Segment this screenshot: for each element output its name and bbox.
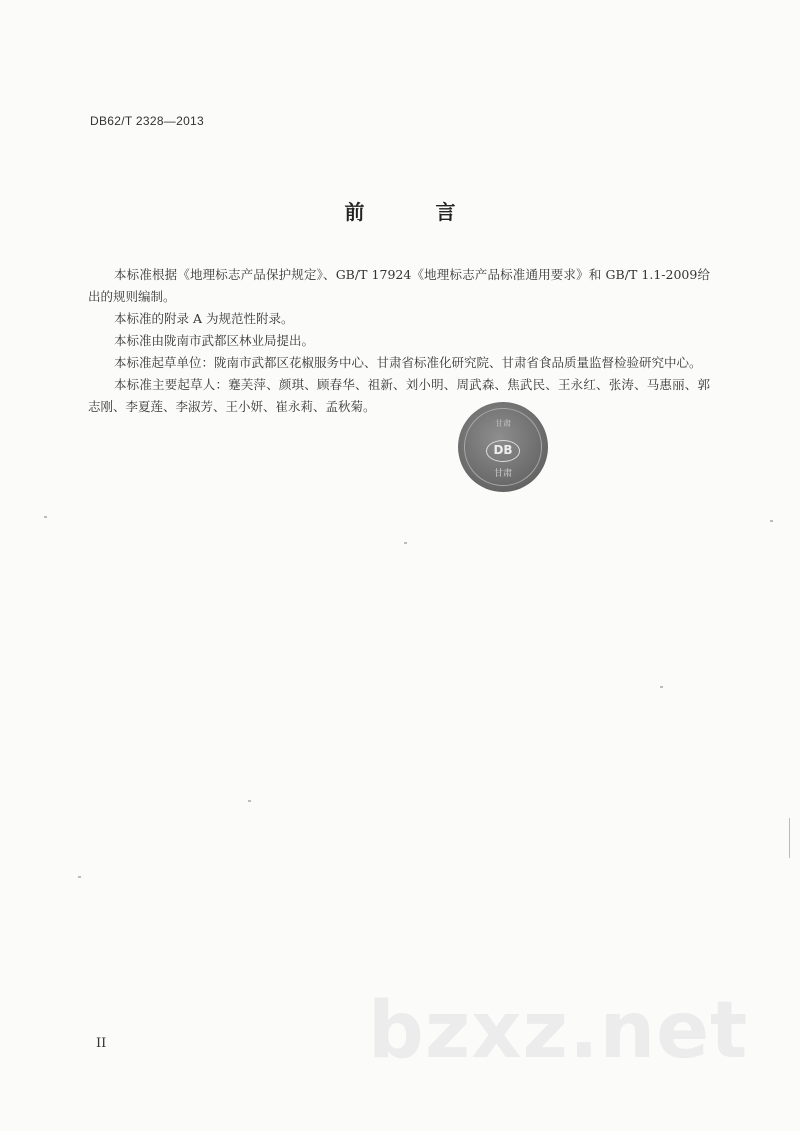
scan-speck bbox=[770, 520, 773, 522]
seal-bottom-text: 甘肃 bbox=[493, 469, 512, 479]
scan-edge-mark bbox=[789, 818, 796, 858]
paragraph-proposer: 本标准由陇南市武都区林业局提出。 bbox=[114, 333, 315, 348]
document-code: DB62/T 2328—2013 bbox=[90, 114, 204, 128]
seal-top-text: 甘肃 bbox=[495, 419, 511, 428]
section-title: 前 言 bbox=[344, 200, 488, 224]
scan-speck bbox=[404, 542, 407, 544]
paragraph-basis: 本标准根据《地理标志产品保护规定》、GB/T 17924《地理标志产品标准通用要求》和 GB/T 1.1-2009给出的规则编制。 bbox=[88, 267, 710, 304]
official-seal bbox=[458, 402, 548, 492]
scan-speck bbox=[660, 686, 663, 688]
paragraph-appendix: 本标准的附录 A 为规范性附录。 bbox=[114, 311, 294, 326]
scan-speck bbox=[44, 516, 47, 518]
seal-mark-text: DB bbox=[493, 443, 513, 457]
paragraph-drafting-units: 本标准起草单位：陇南市武都区花椒服务中心、甘肃省标准化研究院、甘肃省食品质量监督检验研究中心。 bbox=[114, 355, 702, 370]
paragraph-drafters: 本标准主要起草人：蹇芙萍、颜琪、顾春华、祖新、刘小明、周武森、焦武民、王永红、张涛、马惠丽、郭志刚、李夏莲、李淑芳、王小妍、崔永莉、孟秋菊。 bbox=[88, 377, 710, 414]
page-number: II bbox=[96, 1036, 107, 1051]
scan-speck bbox=[248, 800, 251, 802]
foreword-body bbox=[88, 264, 710, 418]
site-watermark: bzxz.net bbox=[368, 986, 749, 1076]
scan-speck bbox=[78, 876, 81, 878]
